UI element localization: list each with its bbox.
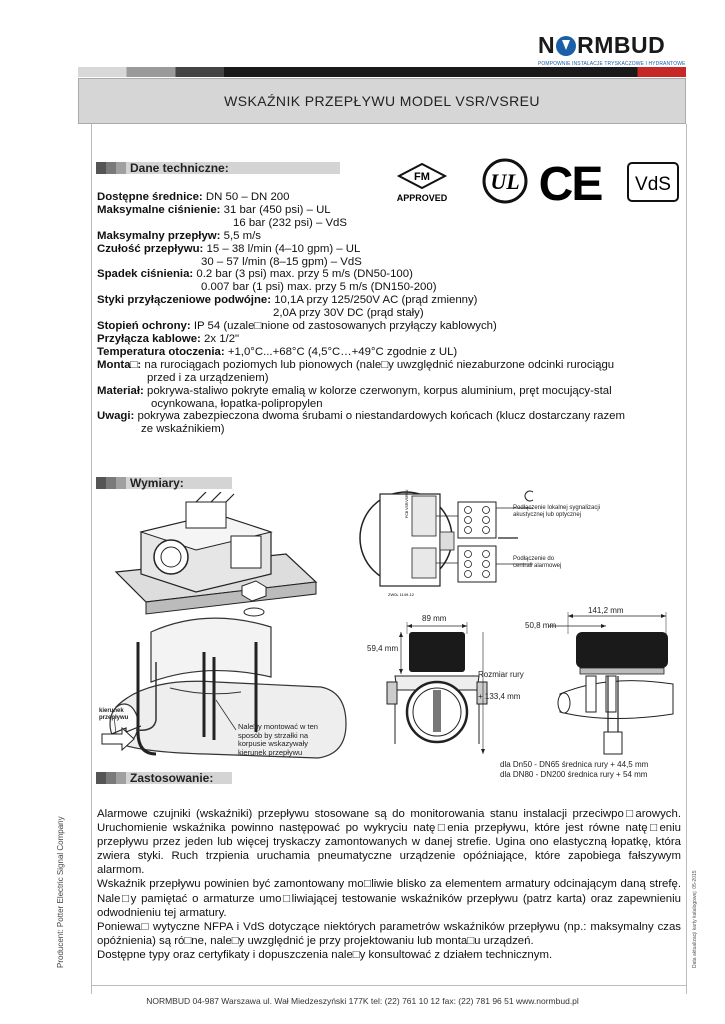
central-signal-note: Podłączenie do centrali alarmowej [513,556,562,569]
dim-50-8mm: 50,8 mm [525,621,557,630]
section-header-application [96,772,232,784]
application-text [97,807,681,962]
tech-value: ocynkowana, łopatka-polipropylen [151,397,323,410]
tech-value: IP 54 (uzale□nione od zastosowanych przyłączy kablowych) [190,320,497,333]
tech-row [97,423,677,436]
wiring-diagram [358,488,533,600]
vds-mark-text: VdS [635,174,671,195]
local-signal-note: Podłączenie lokalnej sygnalizacji akustycznej lub optycznej [513,505,601,518]
tech-value: 30 – 57 l/min (8–15 gpm) – VdS [201,255,362,268]
tech-label: Czułość przepływu: [97,242,204,255]
dim-59-4mm: 59,4 mm [367,644,399,653]
application-paragraph: Poniewa□ wytyczne NFPA i VdS dotyczące niektórych parametrów wskaźników przepływu (np.: maksymalny czas opóźnienia) są ró□ne, nale□y uwzględnić je przy projektowaniu lub monta□u urządzeń. [97,920,681,947]
logo-wordmark: N RMBUD [538,32,666,58]
tech-row [97,256,677,269]
ul-mark-text: UL [490,169,520,194]
tech-row [97,191,677,204]
mounting-note: Nale□y montować w ten sposób by strzałki na korpusie wskazywały kierunek przepływu [238,722,318,757]
tech-value: ze wskaźnikiem) [141,423,225,436]
tech-label: Maksymalne ciśnienie: [97,203,221,216]
dn-small-note: dla Dn50 - DN65 średnica rury + 44,5 mm [500,760,649,769]
frame-bottom-line [91,985,687,986]
side-dimension-drawing [548,604,678,764]
fm-mark-text: FM [414,171,430,183]
tech-row [97,359,677,372]
tech-value: 15 – 38 l/min (4–10 gpm) – UL [203,242,361,255]
pipe-size-label: Rozmiar rury [478,670,524,679]
tech-row [97,204,677,217]
fm-approved-text: APPROVED [396,193,448,203]
tech-label: Dostępne średnice: [97,191,203,203]
tech-value: 2,0A przy 30V DC (prąd stały) [273,307,424,320]
tech-label: Maksymalny przepływ: [97,229,221,242]
tech-value: +1,0°C...+68°C (4,5°C…+49°C zgodnie z UL) [224,345,458,358]
tech-row [97,385,677,398]
section-title-dims: Wymiary: [126,477,232,489]
tech-row [97,281,677,294]
tech-value: pokrywa-staliwo pokryte emalią w kolorze czerwonym, korpus aluminium, pręt mocujący-stal [143,384,612,397]
section-title-tech: Dane techniczne: [126,162,340,174]
application-paragraph: Dostępne typy oraz certyfikaty i dopuszczenia nale□y konsultować z działem technicznym. [97,948,553,961]
logo-o-icon [556,36,576,56]
tech-row [97,230,677,243]
tech-label: Styki przyłączeniowe podwójne: [97,294,272,307]
logo-tagline: POMPOWNIE INSTALACJE TRYSKACZOWE I HYDRANTOWE [538,61,686,67]
application-paragraph: Wskaźnik przepływu powinien być zamontowany mo□liwie blisko za elementem armatury odcinającym daną strefę. Nale□y pamiętać o armaturze umo□liwiającej testowanie wskaźników przepływu (patrz karta) oraz zapewnieniu odwodnieniu tej armatury. [97,878,681,919]
tech-row [97,320,677,333]
tech-value: 0.007 bar (1 psi) max. przy 5 m/s (DN150-200) [201,281,437,294]
tech-value: 5,5 m/s [220,229,261,242]
tech-row [97,268,677,281]
page-title: WSKAŹNIK PRZEPŁYWU MODEL VSR/VSREU [224,93,540,109]
tech-row [97,333,677,346]
tech-label: Uwagi: [97,410,135,423]
tech-value: DN 50 – DN 200 [202,191,290,203]
tech-row [97,294,677,307]
tech-label: Monta□: [97,358,142,371]
application-paragraph: Alarmowe czujniki (wskaźniki) przepływu stosowane są do monitorowania stanu instalacji przeciwpo□arowych. Uruchomienie wskaźnika powinno następować po wykryciu natę□enia przepływu, które jest równe natę□eniu przepływu przez jeden lub więcej tryskaczy zamontowanych w danej strefie. Ugina ono elastyczną łopatkę, która zwiera styki. Ruch trzpienia uruchamia pneumatyczne urządzenie opóźniające, które zapobiega fałszywym alarmom. [97,808,681,877]
tech-label: Materiał: [97,384,144,397]
section-header-dims [96,477,232,489]
ce-mark-text: CE [538,158,602,211]
tech-value: 2x 1/2" [200,332,240,345]
producer-note: Producent: Potter Electric Signal Company [56,816,65,968]
tech-row [97,398,677,411]
tech-value: 0.2 bar (3 psi) max. przy 5 m/s (DN50-100) [193,268,413,281]
pcb-code-label: ZW0L 1149-12 [388,592,415,597]
frame-left-line [91,124,92,994]
update-date-note: Data aktualizacji karty katalogowej: 05-2015 [692,870,698,968]
tech-row [97,243,677,256]
tech-row [97,346,677,359]
section-title-application: Zastosowanie: [126,772,232,784]
flow-direction-label: kierunek przepływu [99,708,129,721]
tech-row [97,217,677,230]
normbud-logo [538,32,688,67]
title-box [78,78,686,124]
frame-right-line [686,124,687,994]
dn-large-note: dla DN80 - DN200 średnica rury + 54 mm [500,770,648,779]
tech-value: pokrywa zabezpieczona dwoma śrubami o niestandardowych końcach (klucz dostarczany razem [134,410,626,423]
pcb-vertical-label: PCB VSR/VSREU [405,489,409,518]
pipe-size-value: + 133,4 mm [478,692,521,701]
tech-value: 31 bar (450 psi) – UL [220,203,331,216]
tech-label: Temperatura otoczenia: [97,345,225,358]
tech-row [97,372,677,385]
tech-value: 16 bar (232 psi) – VdS [233,216,347,229]
dim-141-2mm: 141,2 mm [588,606,624,615]
tech-data-block [97,191,677,436]
tech-label: Stopień ochrony: [97,320,191,333]
tech-value: przed i za urządzeniem) [147,371,269,384]
front-dimension-drawing [365,604,505,759]
tech-label: Spadek ciśnienia: [97,268,194,281]
footer-contact: NORMBUD 04-987 Warszawa ul. Wał Miedzeszyński 177K tel: (22) 761 10 12 fax: (22) 781 96 51 www.normbud.pl [146,996,579,1006]
header-bar [78,67,686,77]
section-header-tech [96,162,340,174]
tech-value: 10,1A przy 125/250V AC (prąd zmienny) [271,294,478,307]
tech-value: na rurociągach poziomych lub pionowych (nale□y uwzględnić niezaburzone odcinki rurociągu [141,358,615,371]
dim-89mm: 89 mm [422,614,447,623]
tech-label: Przyłącza kablowe: [97,332,201,345]
tech-row [97,307,677,320]
tech-row [97,410,677,423]
